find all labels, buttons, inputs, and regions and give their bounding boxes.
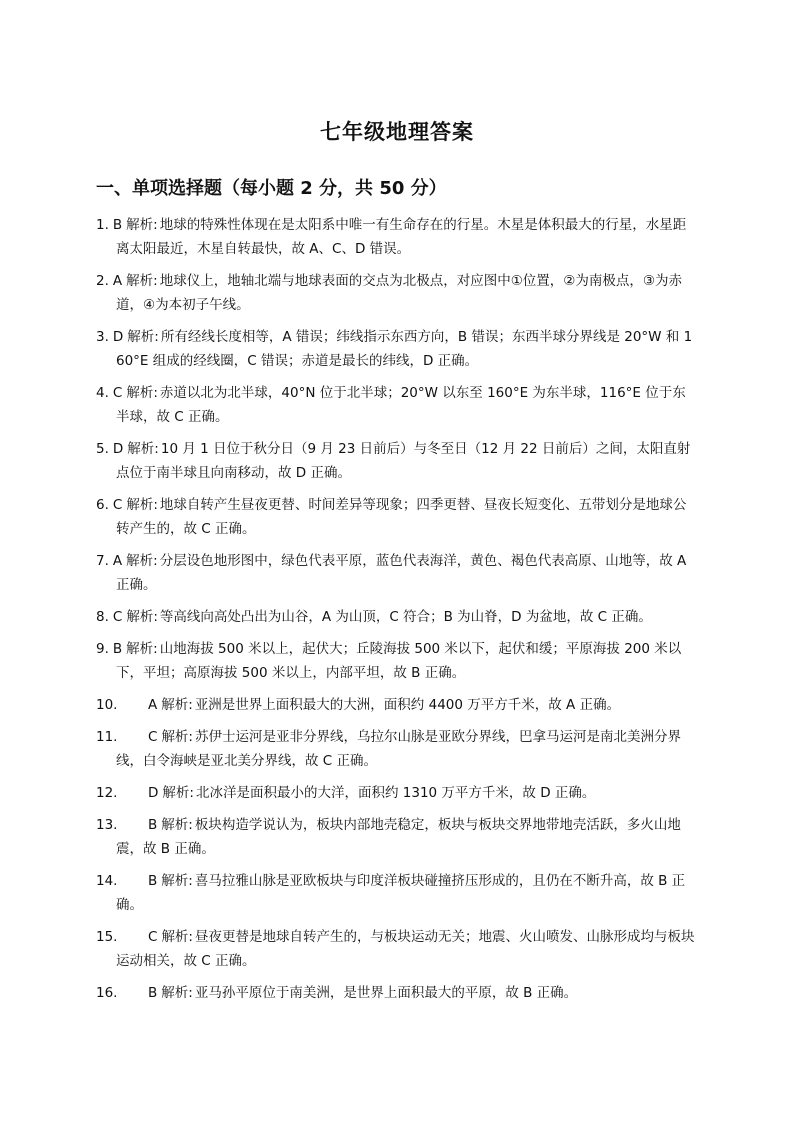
answer-item <box>96 981 696 1005</box>
answer-number: 15. <box>96 929 118 945</box>
answer-item <box>96 381 696 429</box>
answer-choice: B <box>112 641 123 657</box>
analysis-label: 解析: <box>161 873 193 889</box>
answer-list <box>96 213 696 1013</box>
answer-number: 3. <box>96 329 109 345</box>
answer-choice: D <box>112 329 124 345</box>
analysis-text: 苏伊士运河是亚非分界线，乌拉尔山脉是亚欧分界线，巴拿马运河是南北美洲分界线，白令海峡是亚北美分界线，故 C 正确。 <box>116 729 681 769</box>
analysis-text: 山地海拔 500 米以上，起伏大；丘陵海拔 500 米以下，起伏和缓；平原海拔 200 米以下，平坦；高原海拔 500 米以上，内部平坦，故 B 正确。 <box>116 641 682 681</box>
analysis-label: 解析: <box>126 217 158 233</box>
answer-item <box>96 213 696 261</box>
analysis-label: 解析: <box>161 985 193 1001</box>
answer-choice: A <box>112 273 123 289</box>
answer-choice: C <box>112 385 123 401</box>
answer-number: 12. <box>96 785 118 801</box>
analysis-label: 解析: <box>162 785 194 801</box>
answer-choice: B <box>148 817 158 833</box>
analysis-label: 解析: <box>127 329 159 345</box>
answer-choice: D <box>112 441 124 457</box>
answer-number: 4. <box>96 385 109 401</box>
answer-item <box>96 725 696 773</box>
answer-choice: A <box>148 697 158 713</box>
answer-number: 1. <box>96 217 109 233</box>
answer-item <box>96 325 696 373</box>
answer-item <box>96 869 696 917</box>
analysis-label: 解析: <box>126 385 158 401</box>
analysis-label: 解析: <box>126 497 158 513</box>
analysis-label: 解析: <box>161 729 193 745</box>
answer-number: 8. <box>96 609 109 625</box>
answer-item <box>96 925 696 973</box>
answer-item <box>96 493 696 541</box>
analysis-text: 地球自转产生昼夜更替、时间差异等现象；四季更替、昼夜长短变化、五带划分是地球公转产生的，故 C 正确。 <box>116 497 687 537</box>
answer-choice: C <box>148 929 158 945</box>
analysis-text: 亚马孙平原位于南美洲，是世界上面积最大的平原，故 B 正确。 <box>194 985 578 1001</box>
answer-item <box>96 549 696 597</box>
answer-item <box>96 693 696 717</box>
answer-choice: B <box>148 985 158 1001</box>
answer-number: 9. <box>96 641 109 657</box>
analysis-label: 解析: <box>126 553 158 569</box>
analysis-label: 解析: <box>126 641 158 657</box>
answer-number: 2. <box>96 273 109 289</box>
analysis-text: 等高线向高处凸出为山谷，A 为山顶，C 符合；B 为山脊，D 为盆地，故 C 正确。 <box>159 609 652 625</box>
analysis-label: 解析: <box>161 697 193 713</box>
answer-item <box>96 781 696 805</box>
analysis-text: 10 月 1 日位于秋分日（9 月 23 日前后）与冬至日（12 月 22 日前后）之间，太阳直射点位于南半球且向南移动，故 D 正确。 <box>116 441 691 481</box>
analysis-text: 昼夜更替是地球自转产生的，与板块运动无关；地震、火山喷发、山脉形成均与板块运动相关，故 C 正确。 <box>116 929 695 969</box>
answer-choice: B <box>112 217 123 233</box>
answer-choice: C <box>112 609 123 625</box>
answer-item <box>96 269 696 317</box>
document-title: 七年级地理答案 <box>320 120 474 144</box>
answer-choice: D <box>148 785 159 801</box>
answer-number: 16. <box>96 985 118 1001</box>
answer-number: 10. <box>96 697 118 713</box>
analysis-text: 北冰洋是面积最小的大洋，面积约 1310 万平方千米，故 D 正确。 <box>195 785 596 801</box>
analysis-label: 解析: <box>161 817 193 833</box>
analysis-text: 板块构造学说认为，板块内部地壳稳定，板块与板块交界地带地壳活跃，多火山地震，故 B 正确。 <box>116 817 681 857</box>
answer-number: 6. <box>96 497 109 513</box>
section-heading: 一、单项选择题（每小题 2 分，共 50 分） <box>96 178 447 199</box>
analysis-text: 赤道以北为北半球，40°N 位于北半球；20°W 以东至 160°E 为东半球，116°E 位于东半球，故 C 正确。 <box>116 385 686 425</box>
analysis-text: 亚洲是世界上面积最大的大洲，面积约 4400 万平方千米，故 A 正确。 <box>194 697 621 713</box>
answer-choice: A <box>112 553 123 569</box>
answer-number: 14. <box>96 873 118 889</box>
answer-item <box>96 437 696 485</box>
answer-number: 5. <box>96 441 109 457</box>
answer-item <box>96 605 696 629</box>
answer-number: 11. <box>96 729 118 745</box>
analysis-label: 解析: <box>126 273 158 289</box>
analysis-text: 分层设色地形图中，绿色代表平原，蓝色代表海洋，黄色、褐色代表高原、山地等，故 A 正确。 <box>116 553 687 593</box>
analysis-label: 解析: <box>127 441 159 457</box>
answer-choice: C <box>148 729 158 745</box>
analysis-label: 解析: <box>161 929 193 945</box>
answer-item <box>96 637 696 685</box>
answer-choice: C <box>112 497 123 513</box>
analysis-text: 地球的特殊性体现在是太阳系中唯一有生命存在的行星。木星是体积最大的行星，水星距离太阳最近，木星自转最快，故 A、C、D 错误。 <box>116 217 687 257</box>
answer-number: 7. <box>96 553 109 569</box>
analysis-text: 地球仪上，地轴北端与地球表面的交点为北极点，对应图中①位置，②为南极点，③为赤道，④为本初子午线。 <box>116 273 683 313</box>
answer-item <box>96 813 696 861</box>
answer-number: 13. <box>96 817 118 833</box>
analysis-text: 所有经线长度相等，A 错误；纬线指示东西方向，B 错误；东西半球分界线是 20°W 和 160°E 组成的经线圈，C 错误；赤道是最长的纬线，D 正确。 <box>116 329 693 369</box>
analysis-label: 解析: <box>126 609 158 625</box>
answer-choice: B <box>148 873 158 889</box>
analysis-text: 喜马拉雅山脉是亚欧板块与印度洋板块碰撞挤压形成的，且仍在不断升高，故 B 正确。 <box>116 873 686 913</box>
